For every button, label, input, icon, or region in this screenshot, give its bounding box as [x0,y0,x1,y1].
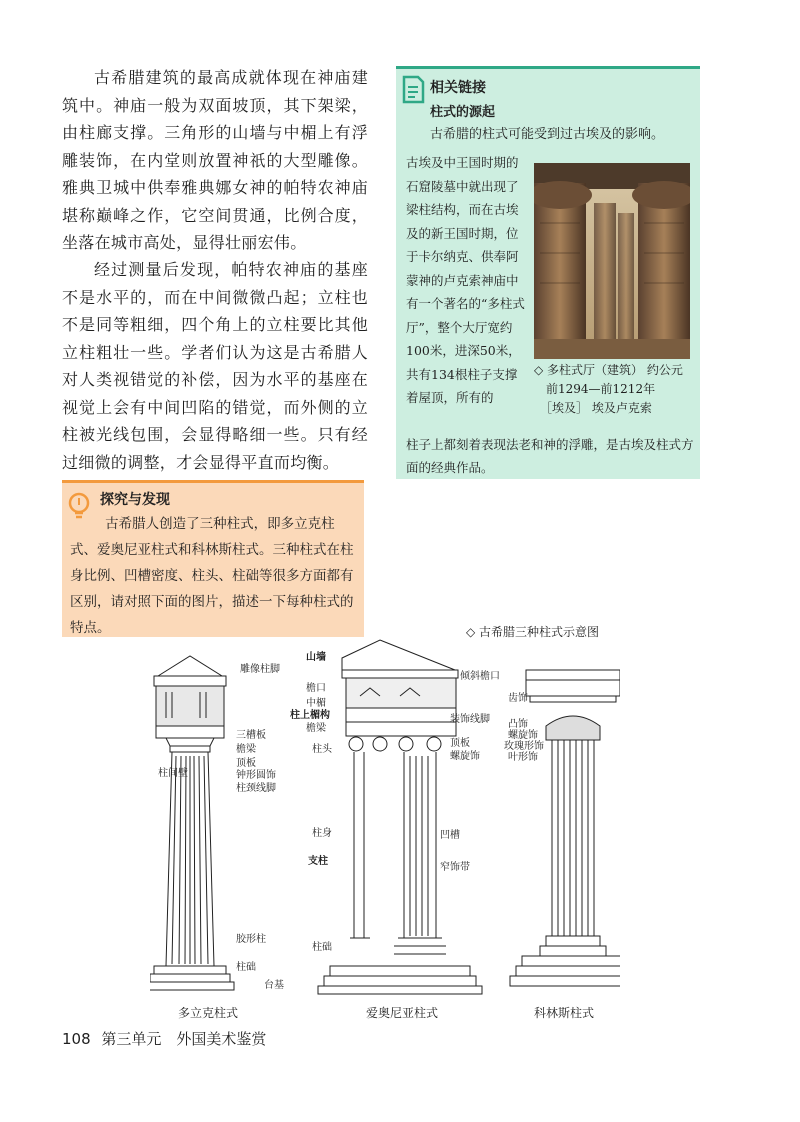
corinthian-label: 齿饰 [508,693,528,704]
doric-label: 三槽板 [236,730,266,741]
explore-heading: 探究与发现 [100,492,170,508]
doric-label: 柱间壁 [158,768,188,779]
sidebar-heading: 相关链接 [430,80,486,96]
corinthian-label: 玫瑰形饰 [504,741,544,752]
corinthian-label: 叶形饰 [508,752,538,763]
ionic-left-label: 檐口 [306,683,326,694]
page-number: 108 [62,1030,91,1048]
ionic-column [318,640,482,994]
doric-label: 柱础 [236,962,256,973]
sidebar-intro: 古希腊的柱式可能受到过古埃及的影响。 [430,127,665,142]
ionic-left-label: 柱础 [312,942,332,953]
ionic-right-label: 螺旋饰 [450,751,480,762]
ionic-caption: 爱奥尼亚柱式 [366,1006,439,1020]
ionic-left-label: 中楣 [306,698,326,709]
ionic-left-label: 山墙 [306,652,326,663]
corinthian-label: 凸饰 [508,719,528,730]
ionic-right-label: 凹槽 [440,830,460,841]
doric-label: 雕像柱脚 [240,664,280,675]
ionic-right-label: 倾斜檐口 [460,671,500,682]
caption-line-1: ◇ 多柱式厅（建筑） 约公元 [534,363,683,377]
corinthian-column [510,670,620,986]
diagram-title: ◇ 古希腊三种柱式示意图 [466,625,600,639]
orders-diagram [150,636,620,1006]
ionic-right-label: 顶板 [450,738,470,749]
corinthian-label: 螺旋饰 [508,730,538,741]
photo-caption [534,361,696,418]
ionic-right-label: 装饰线脚 [450,714,490,725]
ionic-left-label: 柱身 [312,828,332,839]
hypostyle-hall-photo [534,163,690,359]
main-paragraph-2: 经过测量后发现，帕特农神庙的基座不是水平的，而在中间微微凸起；立柱也不是同等粗细，四个角上的立柱要比其他立柱粗壮一些。学者们认为这是古希腊人对人类视错觉的补偿，因为水平的基座在视觉上会有中间凹陷的错觉，而外侧的立柱被光线包围，会显得略细一些。只有经过细微的调整，才会显得平直而均衡。 [62,260,368,472]
related-links-box [396,66,700,479]
doric-label: 台基 [264,980,284,991]
doric-caption: 多立克柱式 [178,1006,239,1020]
unit-title: 第三单元 外国美术鉴赏 [101,1030,267,1048]
main-paragraph-1: 古希腊建筑的最高成就体现在神庙建筑中。神庙一般为双面坡顶，其下架梁，由柱廊支撑。三角形的山墙与中楣上有浮雕装饰，在内堂则放置神祇的大型雕像。雅典卫城中供奉雅典娜女神的帕特农神庙堪称巅峰之作，它空间贯通，比例合度，坐落在城市高处，显得壮丽宏伟。 [62,68,368,252]
corinthian-caption: 科林斯柱式 [534,1006,595,1020]
sidebar-column-text: 古埃及中王国时期的石窟陵墓中就出现了梁柱结构，而在古埃及的新王国时期，位于卡尔纳克、供奉阿蒙神的卢克索神庙中有一个著名的“多柱式厅”，整个大厅宽约100米，进深50米，共有134根柱子支撑着屋顶，所有的 [406,155,525,405]
sidebar-tail-text: 柱子上都刻着表现法老和神的浮雕，是古埃及柱式方面的经典作品。 [406,437,694,475]
explore-discover-box [62,480,364,637]
ionic-left-label: 檐梁 [306,723,326,734]
explore-body: 古希腊人创造了三种柱式，即多立克柱式、爱奥尼亚柱式和科林斯柱式。三种柱式在柱身比例、凹槽密度、柱头、柱础等很多方面都有区别，请对照下面的图片，描述一下每种柱式的特点。 [70,516,354,636]
doric-label: 柱颈线脚 [236,783,276,794]
ionic-left-label: 柱上楣构 [290,710,330,721]
link-icon [400,75,426,105]
doric-label: 顶板 [236,758,256,769]
page-footer [62,1028,266,1049]
caption-line-3: ［埃及］ 埃及卢克索 [540,401,652,415]
doric-label: 钟形圆饰 [236,770,276,781]
doric-label: 檐梁 [236,744,256,755]
ionic-left-label: 支柱 [308,856,328,867]
doric-column [150,656,234,990]
ionic-right-label: 窄饰带 [440,862,470,873]
doric-label: 胶形柱 [236,934,266,945]
caption-line-2: 前1294—前1212年 [546,382,656,396]
ionic-left-label: 柱头 [312,744,332,755]
sidebar-subheading: 柱式的源起 [430,105,496,120]
